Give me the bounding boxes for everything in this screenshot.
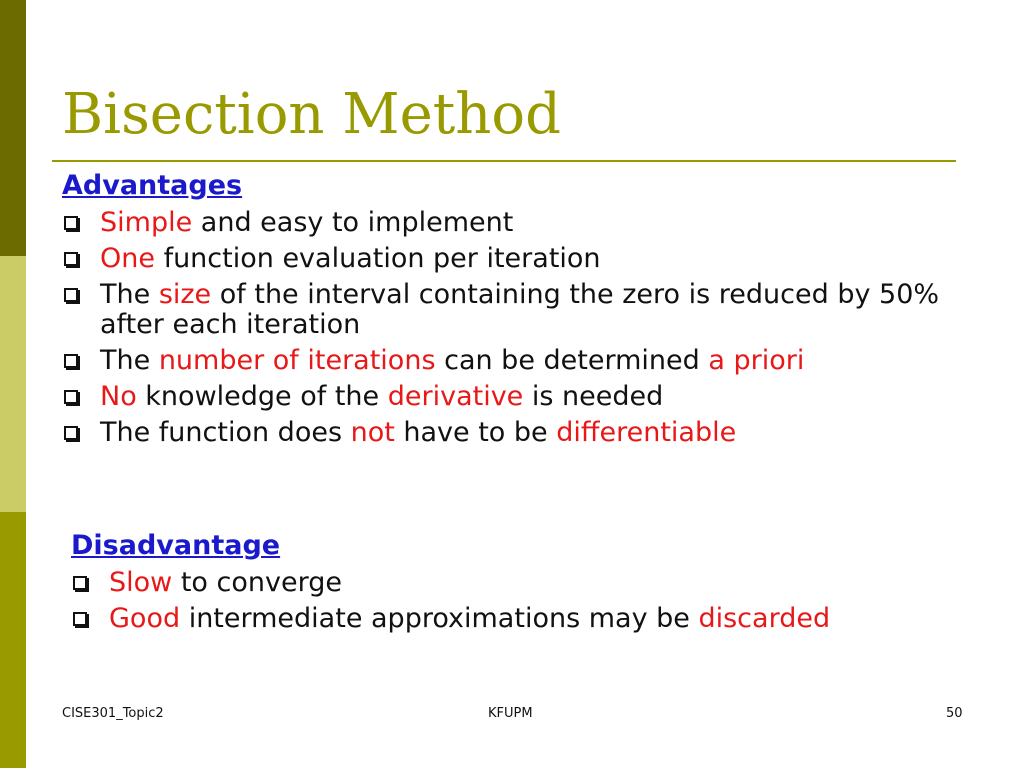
advantages-heading[interactable]: Advantages [62, 170, 243, 201]
square-bullet-icon [64, 390, 78, 404]
advantages-list [62, 208, 942, 454]
bullet-text: have to be [394, 417, 557, 448]
highlighted-term: derivative [387, 381, 524, 412]
bullet-text: The [100, 345, 159, 376]
square-bullet-icon [64, 252, 78, 266]
square-bullet-icon [64, 354, 78, 368]
highlighted-term: differentiable [556, 417, 737, 448]
highlighted-term: discarded [698, 603, 831, 634]
bullet-item [62, 346, 942, 376]
side-bar-middle [0, 256, 26, 512]
square-bullet-icon [64, 426, 78, 440]
bullet-text: can be determined [435, 345, 709, 376]
bullet-text: function evaluation per iteration [154, 243, 601, 274]
bullet-text: of the interval containing the zero is reduced by 50% after each iteration [100, 279, 940, 340]
bullet-item [62, 208, 942, 238]
slide-title: Bisection Method [62, 82, 561, 147]
bullet-text: The [100, 279, 159, 310]
highlighted-term: a priori [708, 345, 805, 376]
square-bullet-icon [64, 216, 78, 230]
disadvantage-list [71, 568, 941, 640]
footer-institution: KFUPM [488, 706, 533, 721]
bullet-text: and easy to implement [192, 207, 514, 238]
bullet-item [62, 382, 942, 412]
highlighted-term: Simple [100, 207, 193, 238]
bullet-item [71, 568, 941, 598]
highlighted-term: Good [109, 603, 181, 634]
disadvantage-heading[interactable]: Disadvantage [71, 530, 281, 561]
bullet-item [62, 244, 942, 274]
highlighted-term: No [100, 381, 137, 412]
highlighted-term: size [158, 279, 212, 310]
highlighted-term: Slow [109, 567, 173, 598]
bullet-text: knowledge of the [136, 381, 388, 412]
bullet-text: intermediate approximations may be [180, 603, 699, 634]
bullet-text: is needed [523, 381, 664, 412]
square-bullet-icon [73, 612, 87, 626]
side-bar-bottom [0, 512, 26, 768]
side-bar-top [0, 0, 26, 256]
footer-page-number: 50 [946, 706, 963, 721]
bullet-item [62, 418, 942, 448]
bullet-item [71, 604, 941, 634]
bullet-text: The function does [100, 417, 351, 448]
highlighted-term: number of iterations [158, 345, 436, 376]
bullet-text: to converge [172, 567, 342, 598]
highlighted-term: One [100, 243, 155, 274]
square-bullet-icon [64, 288, 78, 302]
square-bullet-icon [73, 576, 87, 590]
footer-course: CISE301_Topic2 [62, 706, 164, 721]
highlighted-term: not [350, 417, 395, 448]
bullet-item [62, 280, 942, 340]
title-divider [52, 160, 956, 162]
